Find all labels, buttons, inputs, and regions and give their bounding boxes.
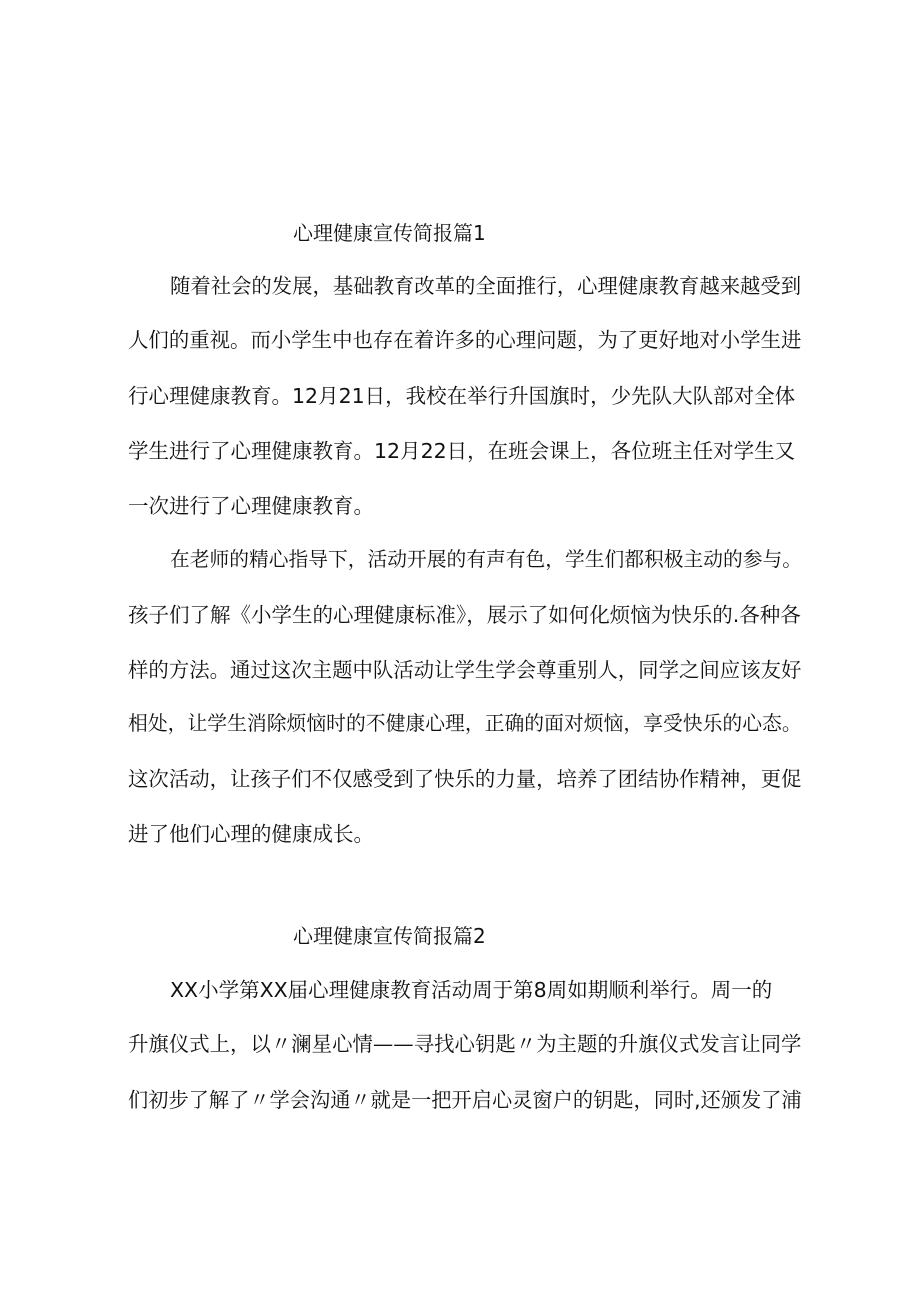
paragraph-line: 一次进行了心理健康教育。 — [128, 494, 374, 518]
paragraph-line: 学生进行了心理健康教育。12月22日，在班会课上，各位班主任对学生又 — [128, 439, 796, 463]
paragraph-line: 在老师的精心指导下，活动开展的有声有色，学生们都积极主动的参与。 — [170, 548, 803, 571]
paragraph-line: 这次活动，让孩子们不仅感受到了快乐的力量，培养了团结协作精神，更促 — [128, 767, 802, 791]
paragraph-line: 样的方法。通过这次主题中队活动让学生学会尊重别人，同学之间应该友好 — [128, 658, 802, 682]
paragraph-line: 相处，让学生消除烦恼时的不健康心理，正确的面对烦恼，享受快乐的心态。 — [128, 712, 802, 735]
paragraph-line: 进了他们心理的健康成长。 — [128, 822, 374, 846]
section1-title: 心理健康宣传简报篇1 — [293, 221, 486, 245]
paragraph-line: 们初步了解了〃学会沟通〃就是一把开启心灵窗户的钥匙，同时,还颁发了浦 — [128, 1088, 802, 1112]
section2-title: 心理健康宣传简报篇2 — [293, 924, 486, 948]
paragraph-line: 行心理健康教育。12月21日，我校在举行升国旗时，少先队大队部对全体 — [128, 384, 796, 408]
paragraph-line: 孩子们了解《小学生的心理健康标准》，展示了如何化烦恼为快乐的.各种各 — [128, 603, 801, 627]
paragraph-line: 随着社会的发展，基础教育改革的全面推行，心理健康教育越来越受到 — [170, 274, 802, 298]
paragraph-line: XX小学第XX届心理健康教育活动周于第8周如期顺利举行。周一的 — [170, 978, 773, 1002]
paragraph-line: 升旗仪式上，以〃澜星心情——寻找心钥匙〃为主题的升旗仪式发言让同学 — [128, 1032, 802, 1056]
paragraph-line: 人们的重视。而小学生中也存在着许多的心理问题，为了更好地对小学生进 — [128, 328, 802, 352]
